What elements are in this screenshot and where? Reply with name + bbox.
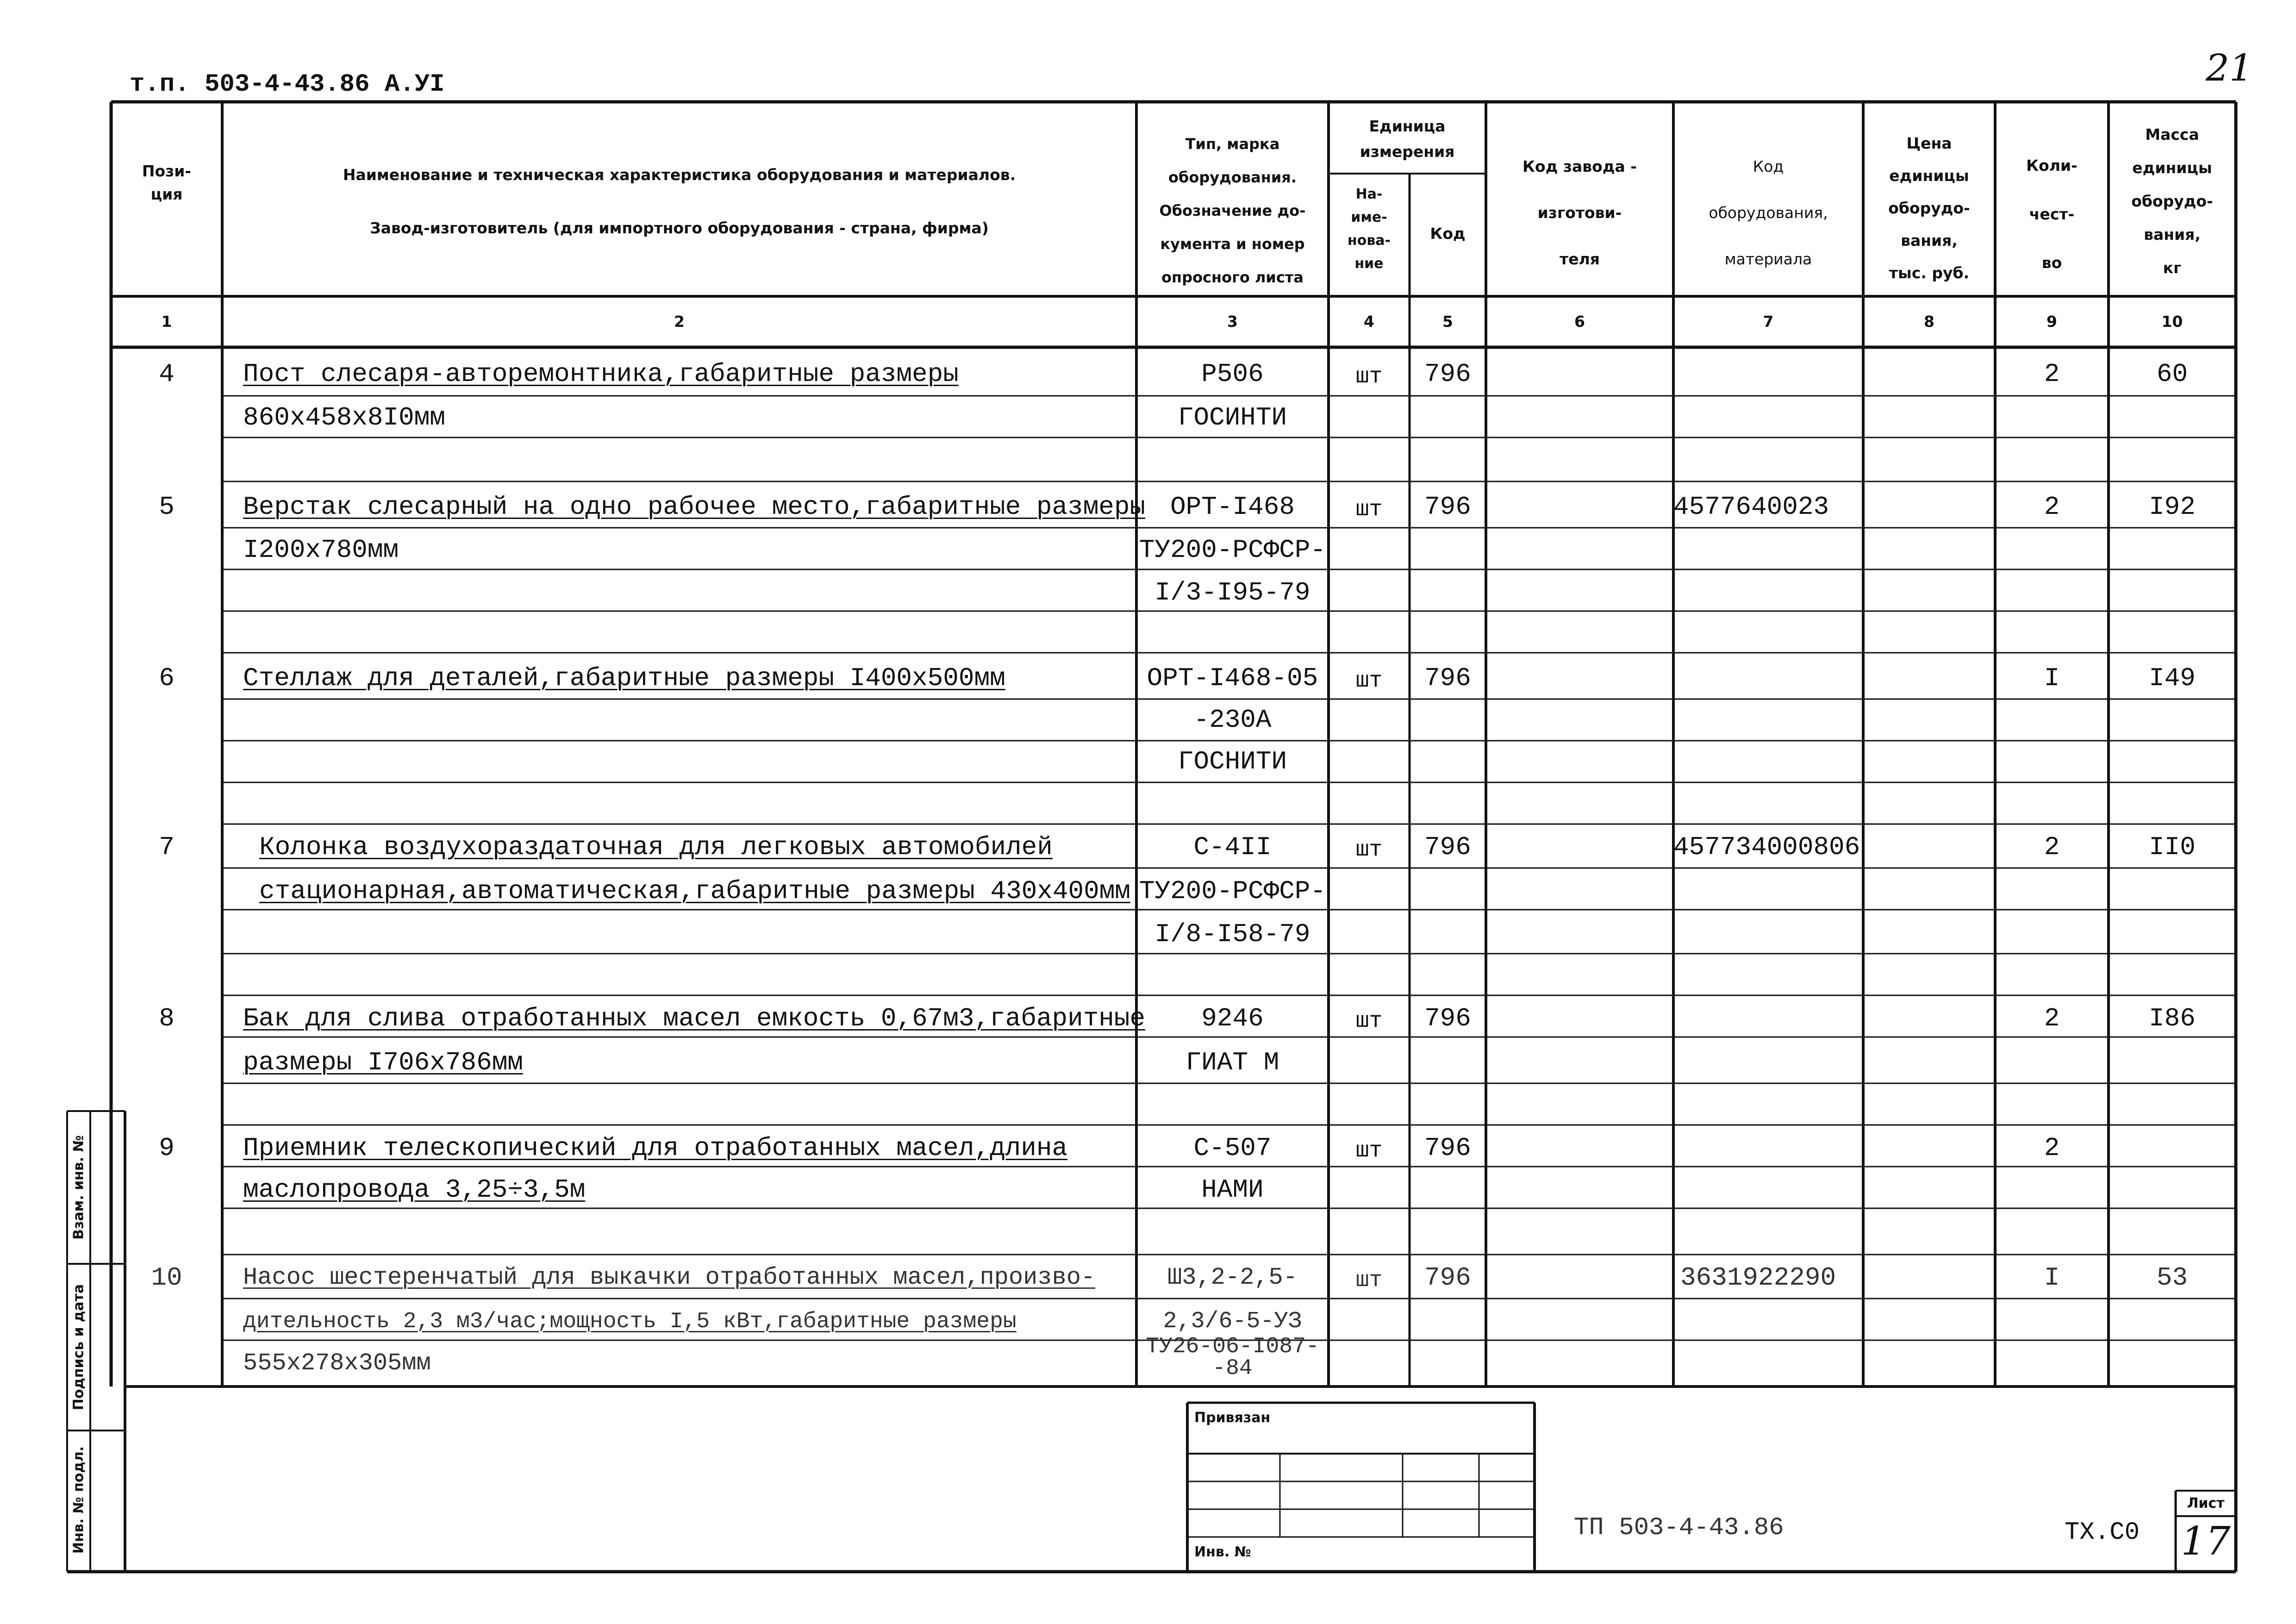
row-mass: I86 — [2149, 1004, 2196, 1033]
header-unit-line: измерения — [1360, 143, 1455, 161]
header-type-line: опросного листа — [1161, 269, 1304, 286]
row-name-line: маслопровода 3,25÷3,5м — [243, 1175, 586, 1205]
stamp-sheet-number: 17 — [2181, 1518, 2231, 1564]
side-label-vzam-inv: Взам. инв. № — [70, 1135, 87, 1240]
col-number: 10 — [2161, 312, 2183, 331]
header-equipment-code-line: оборудования, — [1709, 204, 1828, 222]
row-quantity: 2 — [2044, 492, 2060, 522]
col-number: 4 — [1364, 312, 1374, 331]
row-name-line: 860х458х8I0мм — [243, 403, 445, 432]
row-unit: шт — [1355, 1268, 1383, 1293]
header-type-line: оборудования. — [1168, 169, 1297, 186]
row-name-line: Верстак слесарный на одно рабочее место,габаритные размеры — [243, 492, 1146, 522]
header-quantity-line: чест- — [2029, 205, 2075, 223]
header-unit-line: Единица — [1369, 117, 1446, 135]
header-price-line: оборудо- — [1888, 199, 1970, 217]
row-name-line: Бак для слива отработанных масел емкость 0,67м3,габаритные — [243, 1004, 1146, 1033]
header-factory-line: теля — [1560, 250, 1600, 268]
row-equipment-code: 3631922290 — [1680, 1263, 1836, 1293]
row-unit-code: 796 — [1424, 359, 1471, 389]
header-price-line: тыс. руб. — [1889, 264, 1970, 282]
stamp-sheet-label: Лист — [2187, 1495, 2225, 1512]
page-corner-number: 21 — [2206, 46, 2253, 89]
header-unit-name — [1329, 183, 1410, 275]
col-number: 7 — [1763, 312, 1774, 331]
header-name — [222, 148, 1136, 255]
row-equipment-code: 4577640023 — [1673, 492, 1829, 522]
row-mass: 53 — [2156, 1263, 2188, 1293]
row-type-line: 2,3/6-5-УЗ — [1163, 1308, 1302, 1335]
row-equipment-code: 457734000806 — [1673, 832, 1860, 862]
header-position-line: ция — [150, 185, 183, 203]
row-name-line: 555х278х305мм — [243, 1349, 431, 1377]
header-mass-line: оборудо- — [2131, 192, 2213, 210]
row-type-line: ТУ26-06-I087- — [1146, 1334, 1319, 1359]
col-number: 3 — [1227, 312, 1238, 331]
row-type-line: I/8-I58-79 — [1154, 919, 1310, 949]
row-type-line: ГИАТ М — [1185, 1048, 1279, 1077]
row-type-line: С-4II — [1193, 832, 1272, 862]
row-position: 5 — [159, 492, 175, 522]
row-name-line: I200х780мм — [243, 535, 399, 565]
row-name-line: Пост слесаря-авторемонтника,габаритные размеры — [243, 359, 959, 389]
header-quantity — [1995, 141, 2109, 287]
header-factory-line: изготови- — [1537, 204, 1622, 222]
header-unit-name-line: ние — [1354, 256, 1384, 272]
header-equipment-code — [1673, 144, 1863, 282]
header-unit-name-line: На- — [1355, 186, 1383, 202]
row-quantity: I — [2044, 1263, 2060, 1293]
header-price-line: вания, — [1901, 231, 1958, 250]
header-type-line: Обозначение до- — [1159, 202, 1306, 219]
header-mass-line: Масса — [2145, 125, 2199, 144]
stamp-mark: ТХ.С0 — [2065, 1518, 2140, 1547]
header-equipment-code-line: Код — [1753, 157, 1784, 175]
row-quantity: 2 — [2044, 1004, 2060, 1033]
row-mass: 60 — [2156, 359, 2188, 389]
row-type-line: 9246 — [1201, 1004, 1264, 1033]
row-unit-code: 796 — [1424, 832, 1471, 862]
row-type-line: ОРТ-I468-05 — [1147, 663, 1318, 693]
header-factory-code — [1486, 144, 1673, 282]
side-label-inv-podl: Инв. № подл. — [70, 1446, 87, 1554]
header-mass — [2109, 118, 2236, 285]
row-mass: I49 — [2149, 663, 2196, 693]
header-type-line: Тип, марка — [1185, 135, 1280, 153]
row-unit-code: 796 — [1424, 492, 1471, 522]
stamp-inv-no: Инв. № — [1194, 1544, 1251, 1560]
row-type-line: ОРТ-I468 — [1170, 492, 1295, 522]
header-price-line: единицы — [1889, 167, 1969, 185]
row-type-line: НАМИ — [1201, 1175, 1264, 1205]
row-name-line: дительность 2,3 м3/час;мощность I,5 кВт,габаритные размеры — [243, 1309, 1017, 1334]
header-mass-line: единицы — [2132, 159, 2212, 177]
row-unit: шт — [1355, 364, 1383, 389]
header-mass-line: вания, — [2144, 225, 2201, 244]
header-position — [111, 160, 222, 206]
row-name-line: размеры I706х786мм — [243, 1048, 523, 1077]
header-name-line: Завод-изготовитель (для импортного оборудования - страна, фирма) — [370, 219, 989, 237]
row-unit: шт — [1355, 1138, 1383, 1163]
row-mass: II0 — [2149, 832, 2196, 862]
row-position: 10 — [151, 1263, 182, 1293]
row-quantity: I — [2044, 663, 2060, 693]
row-name-line: Стеллаж для деталей,габаритные размеры I400х500мм — [243, 663, 1005, 693]
row-type-line: С-507 — [1193, 1133, 1272, 1163]
col-number: 2 — [674, 312, 685, 331]
row-type-line: Ш3,2-2,5- — [1167, 1264, 1298, 1291]
row-unit-code: 796 — [1424, 1263, 1471, 1293]
row-type-line: ГОСИНТИ — [1178, 403, 1287, 432]
row-quantity: 2 — [2044, 1133, 2060, 1163]
row-name-line: Колонка воздухораздаточная для легковых автомобилей — [259, 832, 1053, 862]
row-unit: шт — [1355, 837, 1383, 862]
row-type-line: ТУ200-РСФСР- — [1139, 876, 1326, 906]
header-position-line: Пози- — [142, 162, 192, 180]
row-name-line: Насос шестеренчатый для выкачки отработанных масел,произво- — [243, 1264, 1096, 1291]
header-unit-code: Код — [1430, 225, 1466, 243]
row-name-line: стационарная,автоматическая,габаритные размеры 430х400мм — [259, 876, 1130, 906]
row-unit: шт — [1355, 1009, 1383, 1034]
row-position: 8 — [159, 1004, 175, 1033]
row-position: 4 — [159, 359, 175, 389]
col-number: 5 — [1442, 312, 1453, 331]
col-number: 8 — [1924, 312, 1934, 331]
header-quantity-line: во — [2041, 254, 2062, 272]
stamp-doc-code: ТП 503-4-43.86 — [1574, 1514, 1784, 1542]
header-unit-name-line: нова- — [1347, 232, 1391, 249]
row-position: 6 — [159, 663, 175, 693]
header-type — [1136, 127, 1329, 294]
row-type-line: ГОСНИТИ — [1178, 747, 1287, 776]
header-equipment-code-line: материала — [1724, 250, 1812, 268]
row-mass: I92 — [2149, 492, 2196, 522]
stamp-privyazan: Привязан — [1194, 1410, 1271, 1426]
row-position: 7 — [159, 832, 175, 862]
header-mass-line: кг — [2163, 259, 2182, 277]
row-type-line: I/3-I95-79 — [1154, 578, 1310, 607]
row-unit-code: 796 — [1424, 1133, 1471, 1163]
col-number: 9 — [2046, 312, 2057, 331]
row-type-line: -230А — [1193, 705, 1272, 735]
header-unit-name-line: име- — [1351, 209, 1387, 225]
row-type-line: -84 — [1212, 1356, 1253, 1381]
row-type-line: Р506 — [1201, 359, 1264, 389]
header-quantity-line: Коли- — [2026, 156, 2078, 175]
row-quantity: 2 — [2044, 832, 2060, 862]
doc-code-top: т.п. 503-4-43.86 А.УI — [130, 70, 445, 99]
header-name-line: Наименование и техническая характеристика оборудования и материалов. — [343, 166, 1016, 184]
row-type-line: ТУ200-РСФСР- — [1139, 535, 1326, 565]
col-number: 1 — [161, 312, 172, 331]
header-price-line: Цена — [1906, 134, 1952, 152]
row-unit-code: 796 — [1424, 663, 1471, 693]
header-unit — [1329, 113, 1486, 164]
row-name-line: Приемник телескопический для отработанных масел,длина — [243, 1133, 1068, 1163]
row-unit-code: 796 — [1424, 1004, 1471, 1033]
row-position: 9 — [159, 1133, 175, 1163]
row-quantity: 2 — [2044, 359, 2060, 389]
header-factory-line: Код завода - — [1522, 157, 1637, 175]
col-number: 6 — [1574, 312, 1585, 331]
side-label-signature-date: Подпись и дата — [70, 1284, 87, 1411]
row-unit: шт — [1355, 668, 1383, 693]
header-price — [1863, 127, 1995, 289]
row-unit: шт — [1355, 497, 1383, 522]
header-type-line: кумента и номер — [1160, 235, 1305, 253]
